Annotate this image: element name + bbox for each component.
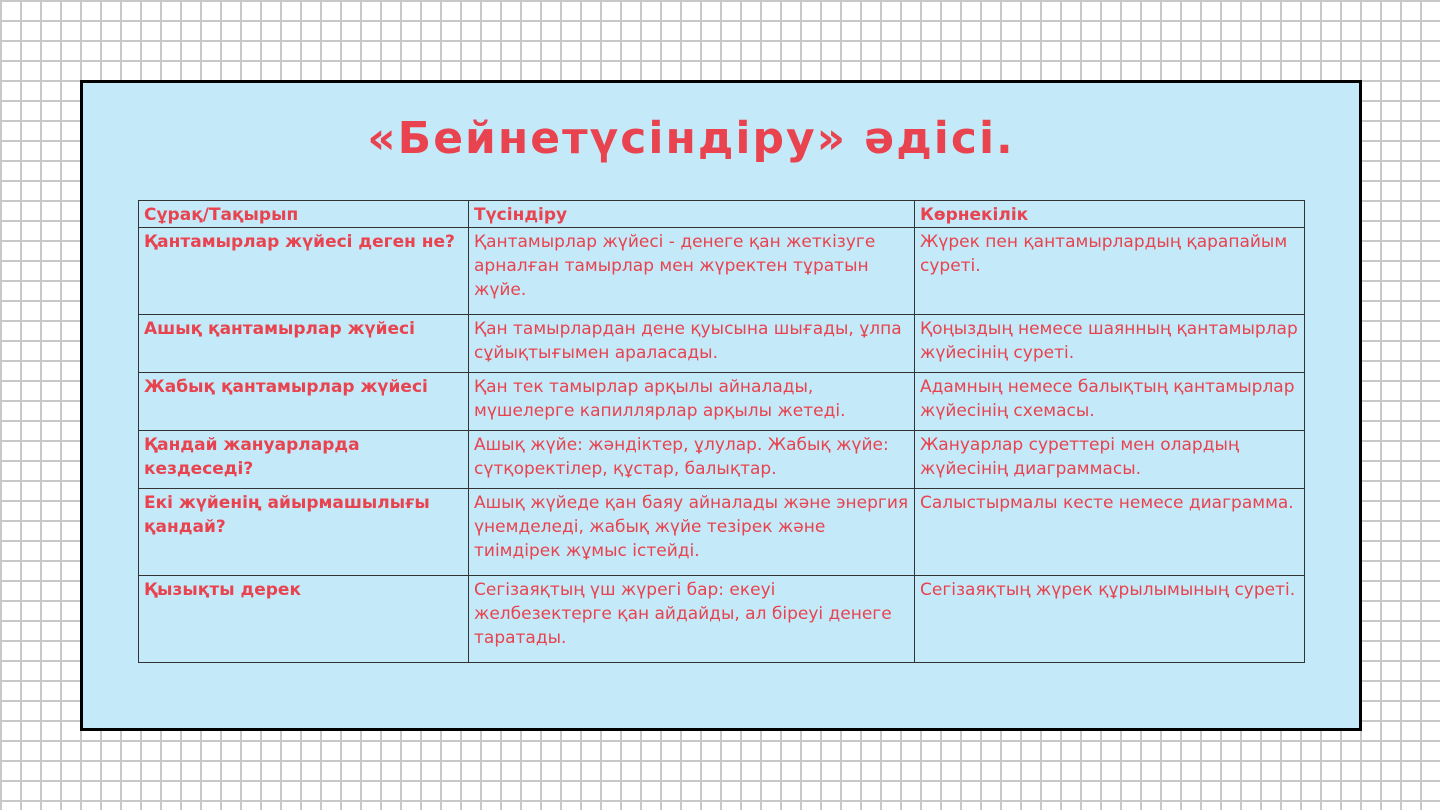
explanation-cell: Қантамырлар жүйесі - денеге қан жеткізуге арналған тамырлар мен жүректен тұратын жүйе. [469, 228, 915, 315]
table-row [139, 228, 1305, 315]
topic-cell: Екі жүйенің айырмашылығы қандай? [139, 489, 469, 576]
explanation-cell: Қан тек тамырлар арқылы айналады, мүшелерге капиллярлар арқылы жетеді. [469, 373, 915, 431]
visual-cell: Қоңыздың немесе шаянның қантамырлар жүйесінің суреті. [915, 315, 1305, 373]
header-cell-visual: Көрнекілік [915, 201, 1305, 228]
visual-cell: Салыстырмалы кесте немесе диаграмма. [915, 489, 1305, 576]
slide-title: «Бейнетүсіндіру» әдісі. [367, 113, 1015, 164]
header-cell-explanation: Түсіндіру [469, 201, 915, 228]
topic-cell: Жабық қантамырлар жүйесі [139, 373, 469, 431]
visual-cell: Жануарлар суреттері мен олардың жүйесінің диаграммасы. [915, 431, 1305, 489]
table-row [139, 489, 1305, 576]
topic-cell: Қандай жануарларда кездеседі? [139, 431, 469, 489]
header-cell-topic: Сұрақ/Тақырып [139, 201, 469, 228]
topic-cell: Қантамырлар жүйесі деген не? [139, 228, 469, 315]
info-table [138, 200, 1305, 663]
table-row [139, 315, 1305, 373]
explanation-cell: Сегізаяқтың үш жүрегі бар: екеуі желбезектерге қан айдайды, ал біреуі денеге таратады. [469, 576, 915, 663]
table-row [139, 431, 1305, 489]
explanation-cell: Ашық жүйеде қан баяу айналады және энергия үнемделеді, жабық жүйе тезірек және тиімдірек жұмыс істейді. [469, 489, 915, 576]
slide-card [80, 80, 1362, 731]
explanation-cell: Ашық жүйе: жәндіктер, ұлулар. Жабық жүйе: сүтқоректілер, құстар, балықтар. [469, 431, 915, 489]
table-row [139, 373, 1305, 431]
visual-cell: Адамның немесе балықтың қантамырлар жүйесінің схемасы. [915, 373, 1305, 431]
table-row [139, 576, 1305, 663]
explanation-cell: Қан тамырлардан дене қуысына шығады, ұлпа сұйықтығымен араласады. [469, 315, 915, 373]
topic-cell: Ашық қантамырлар жүйесі [139, 315, 469, 373]
visual-cell: Жүрек пен қантамырлардың қарапайым суреті. [915, 228, 1305, 315]
visual-cell: Сегізаяқтың жүрек құрылымының суреті. [915, 576, 1305, 663]
topic-cell: Қызықты дерек [139, 576, 469, 663]
table-header-row [139, 201, 1305, 228]
